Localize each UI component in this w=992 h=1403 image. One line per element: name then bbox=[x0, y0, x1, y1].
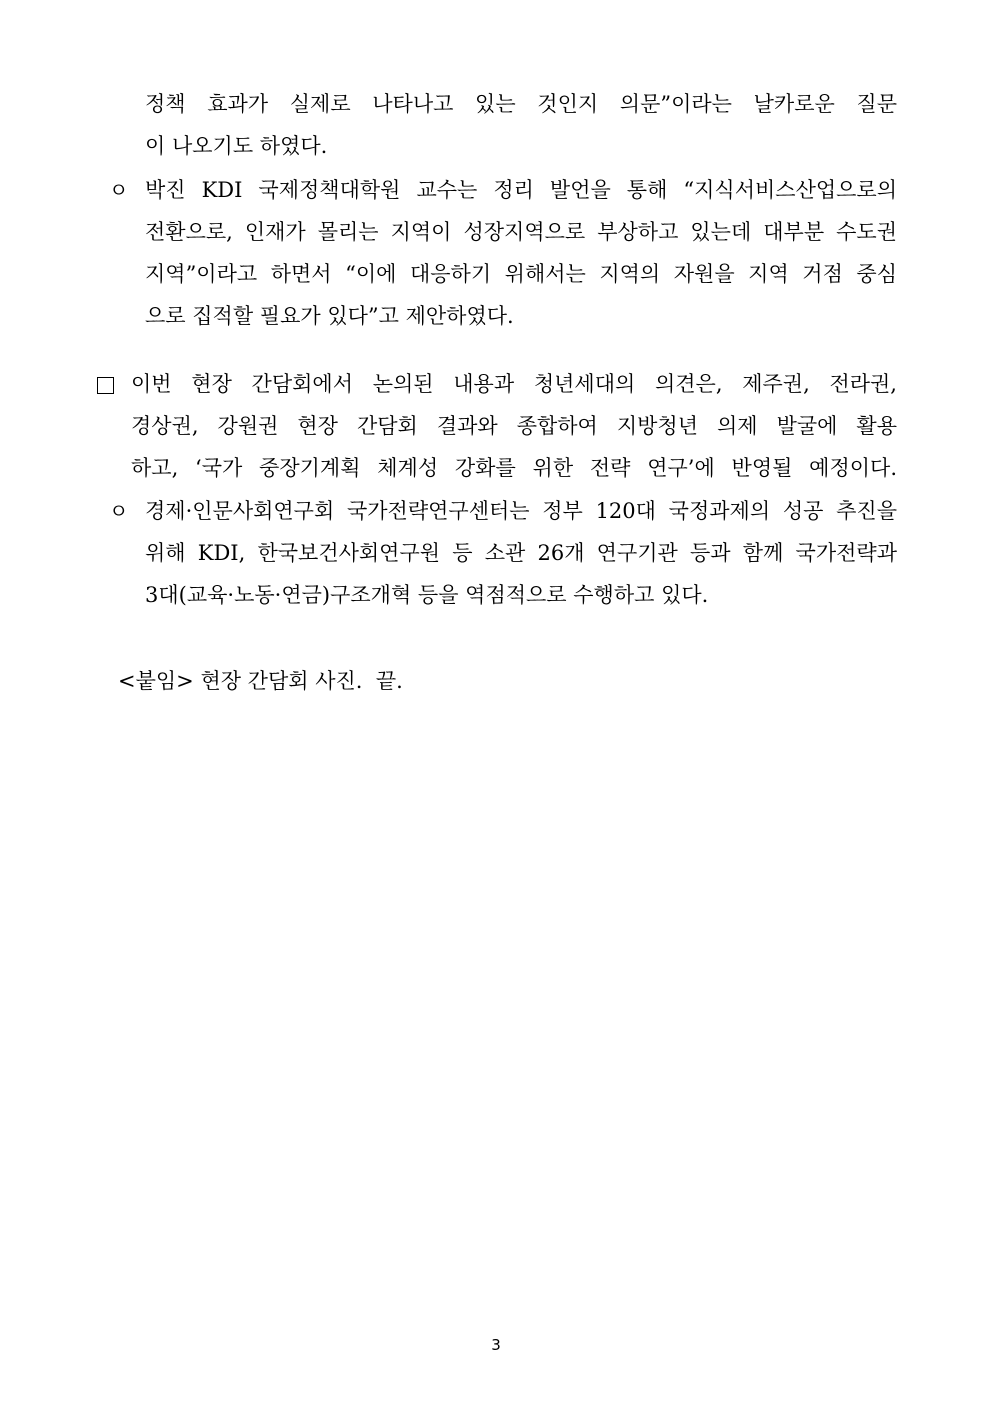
text-line: 이 나오기도 하였다. bbox=[145, 134, 328, 158]
paragraph-park-jin bbox=[145, 169, 897, 337]
circle-bullet-icon: ㅇ bbox=[109, 499, 129, 523]
page-number: 3 bbox=[491, 1336, 501, 1354]
text-line: 이번 현장 간담회에서 논의된 내용과 청년세대의 의견은, 제주권, 전라권, bbox=[131, 372, 897, 396]
paragraph-continuation bbox=[145, 83, 897, 167]
circle-bullet-icon: ㅇ bbox=[109, 178, 129, 202]
square-bullet-icon bbox=[97, 377, 114, 394]
attachment-note: <붙임> 현장 간담회 사진. 끝. bbox=[118, 669, 403, 693]
text-line: 위해 KDI, 한국보건사회연구원 등 소관 26개 연구기관 등과 함께 국가전략과 bbox=[145, 541, 897, 565]
text-line: 경제·인문사회연구회 국가전략연구센터는 정부 120대 국정과제의 성공 추진을 bbox=[145, 499, 897, 523]
text-line: 으로 집적할 필요가 있다”고 제안하였다. bbox=[145, 304, 514, 328]
text-line: 전환으로, 인재가 몰리는 지역이 성장지역으로 부상하고 있는데 대부분 수도권 bbox=[145, 220, 897, 244]
paragraph-research-center bbox=[145, 490, 897, 616]
text-line: 지역”이라고 하면서 “이에 대응하기 위해서는 지역의 자원을 지역 거점 중심 bbox=[145, 262, 897, 286]
text-line: 하고, ‘국가 중장기계획 체계성 강화를 위한 전략 연구’에 반영될 예정이다. bbox=[131, 456, 897, 480]
text-line: 박진 KDI 국제정책대학원 교수는 정리 발언을 통해 “지식서비스산업으로의 bbox=[145, 178, 897, 202]
text-line: 3대(교육·노동·연금)구조개혁 등을 역점적으로 수행하고 있다. bbox=[145, 583, 709, 607]
text-line: 경상권, 강원권 현장 간담회 결과와 종합하여 지방청년 의제 발굴에 활용 bbox=[131, 414, 897, 438]
text-line: 정책 효과가 실제로 나타나고 있는 것인지 의문”이라는 날카로운 질문 bbox=[145, 92, 897, 116]
paragraph-plan bbox=[131, 363, 897, 489]
